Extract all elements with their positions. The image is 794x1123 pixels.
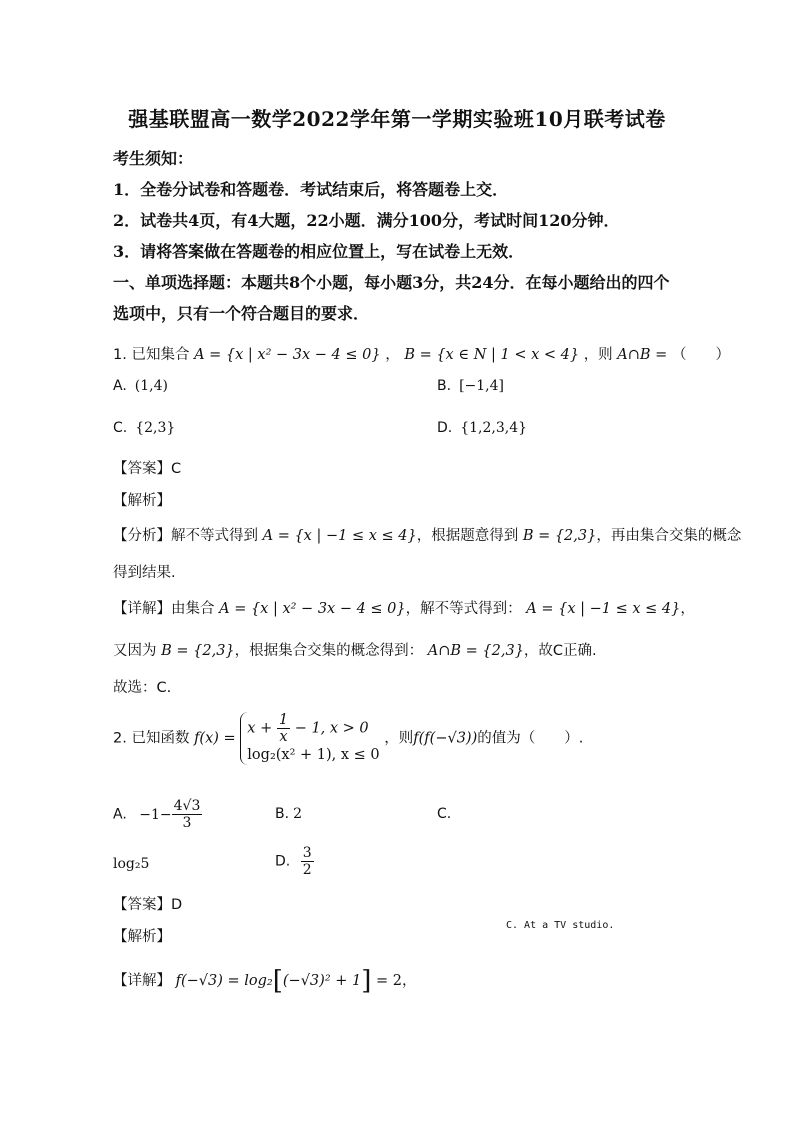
q1-option-a (113, 378, 168, 394)
q2-xj-right: = 2， (376, 973, 417, 989)
notice-3: 3．请将答案做在答题卷的相应位置上，写在试卷上无效． (113, 242, 525, 261)
q1-fenxi-text2: ，根据题意得到 (416, 528, 519, 544)
q2-option-a-pre: −1− (139, 806, 172, 823)
q2-option-a-label: A. (113, 806, 127, 823)
q1-stem (113, 343, 730, 364)
q2-xj-bracket-close: ] (361, 966, 372, 996)
q2-xj-bracket-open: [ (272, 966, 283, 996)
q1-answer-value: C (171, 461, 182, 477)
q1-set-b: B = {x ∈ N | 1 < x < 4} (404, 347, 580, 363)
q1-xj-text1: 由集合 (171, 601, 215, 617)
q1-answer-tag: 【答案】 (113, 461, 171, 477)
q2-target: f(f(−√3)) (413, 730, 478, 747)
exam-title: 强基联盟高一数学2022学年第一学期实验班10月联考试卷 (128, 107, 666, 131)
notice-heading: 考生须知： (113, 149, 194, 168)
notice-1: 1．全卷分试卷和答题卷．考试结束后，将答题卷上交． (113, 180, 509, 199)
q2-option-b-value: 2 (293, 806, 302, 822)
q1-xj2-text1: 又因为 (113, 643, 157, 659)
q1-option-c-label: C. (113, 420, 128, 436)
q2-piece-2: log₂(x² + 1), x ≤ 0 (247, 747, 380, 763)
notice-2: 2．试卷共4页，有4大题，22小题．满分100分，考试时间120分钟． (113, 211, 620, 230)
q1-xj2-text2: ，根据集合交集的概念得到： (234, 643, 424, 659)
q1-xj-text2: ，解不等式得到： (405, 601, 522, 617)
q2-answer-value: D (171, 897, 183, 913)
q2-fx: f(x) = (194, 730, 236, 747)
q1-option-d-label: D. (437, 420, 453, 436)
q1-analysis-tag: 【解析】 (113, 493, 171, 509)
section1-intro-line1: 一、单项选择题：本题共8个小题，每小题3分，共24分．在每小题给出的四个 (113, 273, 670, 292)
q2-option-a-den: 3 (182, 815, 192, 831)
q2-xiangjie (113, 966, 416, 996)
q2-option-a-frac (172, 798, 203, 831)
q1-xiangjie-tag: 【详解】 (113, 601, 171, 617)
q1-xj2-text3: ，故C正确. (523, 643, 597, 659)
q1-option-b (437, 378, 504, 394)
q1-set-a: A = {x | x² − 3x − 4 ≤ 0} (194, 347, 381, 363)
q2-piece-1-b: − 1, x > 0 (294, 720, 369, 737)
q1-xj-math2: A = {x | −1 ≤ x ≤ 4} (526, 601, 681, 617)
q1-option-a-label: A. (113, 378, 127, 394)
q1-ask: A∩B = (617, 347, 668, 363)
q1-choose: 故选：C. (113, 680, 172, 696)
q2-piece-1-frac (277, 712, 290, 745)
q1-option-b-label: B. (437, 378, 452, 394)
q2-piece-1-num: 1 (278, 712, 289, 728)
q2-option-b-label: B. (275, 806, 290, 822)
q2-piece-1 (247, 712, 379, 745)
q2-answer (113, 893, 182, 914)
q2-option-c-math: log₂5 (113, 856, 150, 872)
q2-option-b (275, 806, 302, 822)
q1-fenxi-math2: B = {2,3} (522, 528, 597, 544)
q2-option-d-num: 3 (302, 845, 312, 861)
q2-option-c-value (113, 856, 149, 872)
q2-answer-tag: 【答案】 (113, 897, 171, 913)
q2-stem-prefix: 2. 已知函数 (113, 730, 190, 747)
q2-option-d-den: 2 (302, 862, 312, 878)
q2-option-d (275, 845, 314, 878)
section1-intro-line2: 选项中，只有一个符合题目的要求． (113, 304, 370, 323)
q1-option-a-value: (1,4) (134, 378, 168, 394)
q1-sep: ， (385, 347, 400, 363)
q2-xj-left: f(−√3) = log₂ (175, 973, 273, 989)
q2-analysis-tag: 【解析】 (113, 929, 171, 945)
q2-option-c-label: C. (437, 806, 452, 822)
q2-xj-inner: (−√3)² + 1 (282, 973, 362, 989)
q1-answer (113, 457, 181, 478)
q1-option-d (437, 420, 527, 436)
q1-paren: （ ） (671, 347, 730, 363)
q1-fenxi (113, 524, 741, 545)
q2-stem-suffix: 的值为（ ）. (477, 730, 584, 747)
q1-stem-prefix: 1. 已知集合 (113, 347, 190, 363)
q2-piece-1-den: x (279, 729, 288, 745)
q2-option-d-label: D. (275, 853, 291, 870)
q1-fenxi-line2: 得到结果. (113, 565, 176, 581)
q1-stem-suffix: ，则 (583, 347, 613, 363)
q2-xiangjie-tag: 【详解】 (113, 973, 171, 989)
q1-xj2-math1: B = {2,3} (161, 643, 235, 659)
q2-option-a (113, 798, 202, 831)
q1-xiangjie-2 (113, 639, 597, 660)
q2-stem-mid: ，则 (384, 730, 414, 747)
q2-piece-1-a: x + (247, 720, 273, 737)
q2-option-d-frac (301, 845, 314, 878)
q1-fenxi-math1: A = {x | −1 ≤ x ≤ 4} (262, 528, 417, 544)
q1-fenxi-text1: 解不等式得到 (171, 528, 258, 544)
q1-xiangjie (113, 597, 695, 618)
q2-stem (113, 712, 583, 765)
q1-option-c-value: {2,3} (135, 420, 176, 436)
q1-xj2-math2: A∩B = {2,3} (427, 643, 524, 659)
q1-xj-math1: A = {x | x² − 3x − 4 ≤ 0} (219, 601, 406, 617)
q1-fenxi-text3: ，再由集合交集的概念 (596, 528, 742, 544)
q1-option-b-value: [−1,4] (459, 378, 504, 394)
q2-piecewise-brace (240, 712, 379, 765)
q1-option-d-value: {1,2,3,4} (460, 420, 528, 436)
q2-option-a-num: 4√3 (173, 798, 201, 814)
q1-fenxi-tag: 【分析】 (113, 528, 171, 544)
q1-xj-text3: ， (680, 601, 695, 617)
q1-option-c (113, 420, 175, 436)
q2-piecewise (240, 712, 379, 765)
stray-note: C. At a TV studio. (506, 920, 615, 931)
